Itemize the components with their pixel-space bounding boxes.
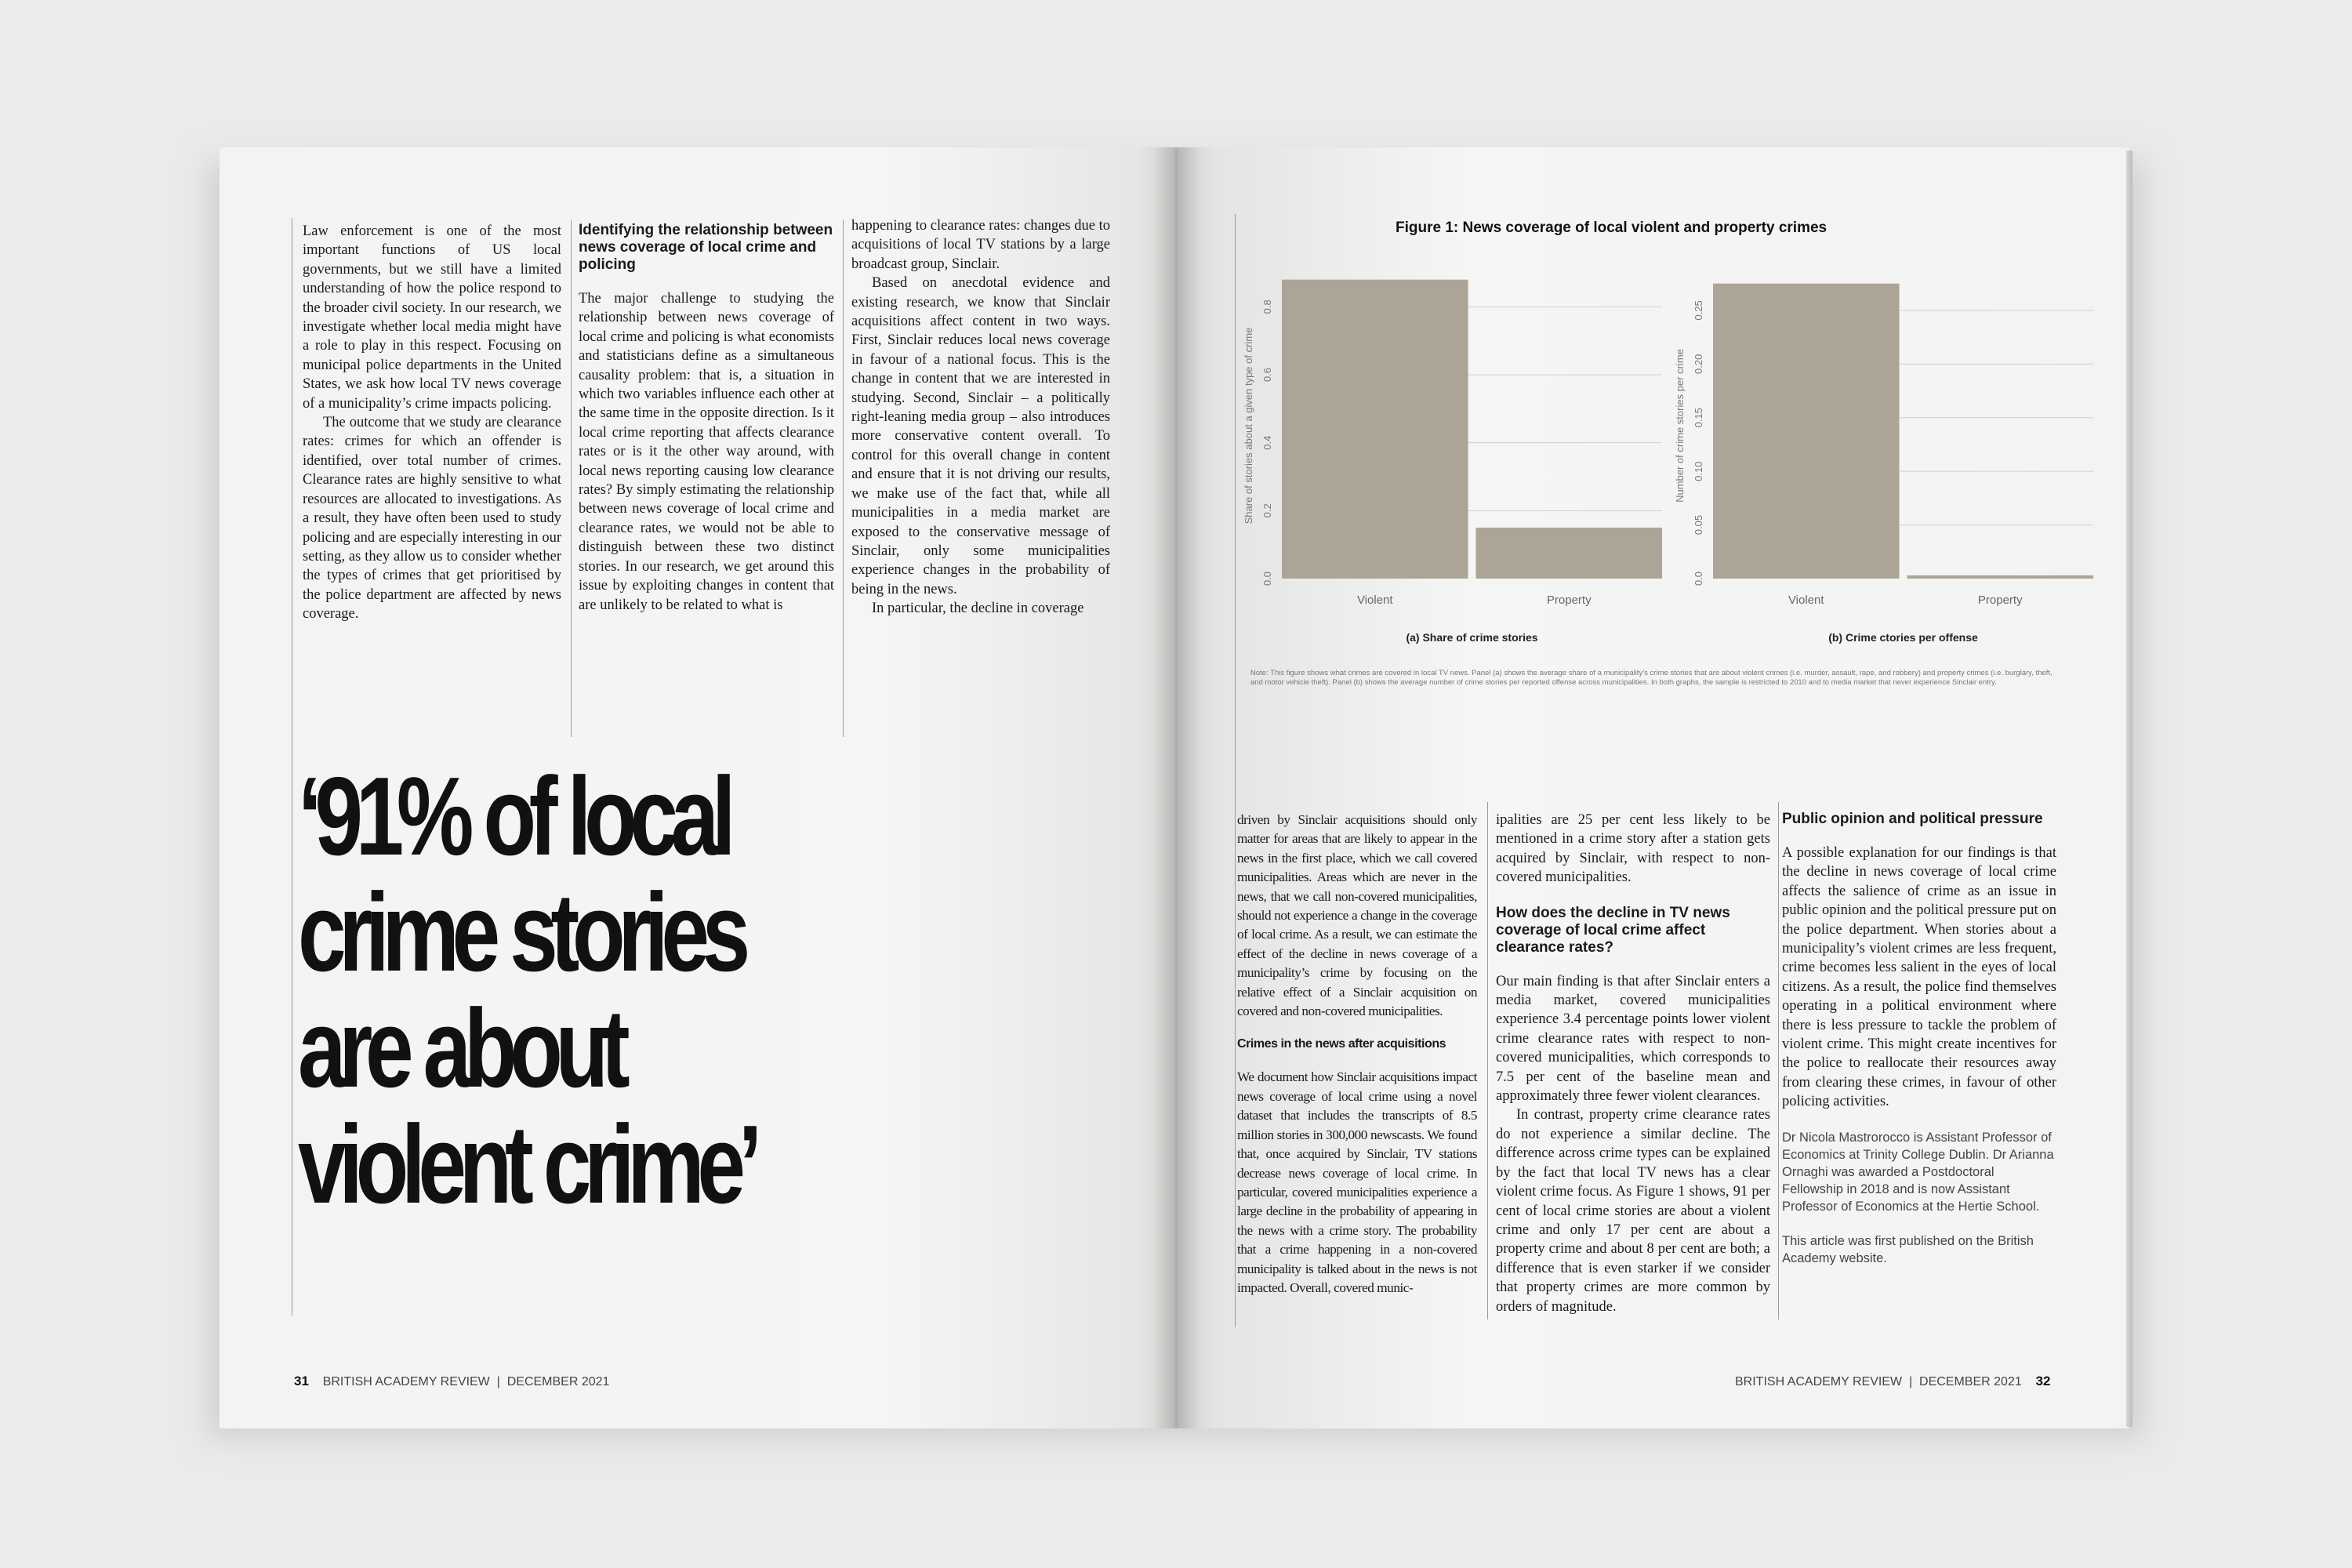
paragraph: The major challenge to studying the relationship between news coverage of local crime and policing is what economists and statisticians define as a simultaneous causality problem: that is, a situation in which two variables influence each other at the same time in the opposite direction. Is it local crime reporting that affects clearance rates or is it the other way around, with local news reporting causing low clearance rates? By simply estimating the relationship between news coverage of local crime and clearance rates, we would not be able to distinguish between these two distinct stories. In our research, we get around this issue by exploiting changes in content that are unlikely to be related to what is [579,291,834,613]
publication-line: BRITISH ACADEMY REVIEW | DECEMBER 2021 [1735,1375,2022,1388]
left-column-2 [579,222,834,615]
column-rule [843,220,844,737]
y-tick-label: 0.2 [1261,503,1273,518]
publication-line: BRITISH ACADEMY REVIEW | DECEMBER 2021 [322,1375,610,1388]
paragraph: Law enforcement is one of the most important functions of US local governments, but we still have a limited understanding of how the police respond to the broader civil society. In our research, we investigate whether local media might have a role to play in this respect. Focusing on municipal police departments in the United States, we ask how local TV news coverage of a municipality’s crime impacts policing. [303,223,561,412]
bar-property [1476,528,1663,579]
author-bio: Dr Nicola Mastrorocco is Assistant Professor of Economics at Trinity College Dublin. Dr Arianna Ornaghi was awarded a Postdoctoral Fellowship in 2018 and is now Assistant Professor of Economics at the Hertie School. [1782,1130,2054,1214]
page-footer [1735,1374,2050,1389]
paragraph: In contrast, property crime clearance rates do not experience a similar decline. The difference across crime types can be explained by the fact that local TV news has a clear violent crime focus. As Figure 1 shows, 91 per cent of local crime stories are about a violent crime and only 17 per cent are about a property crime and about 8 per cent are both; a difference that is even starker if we consider that property crimes are more common by orders of magnitude. [1496,1107,1770,1315]
pull-quote-line: ‘91% of local [298,754,729,879]
paragraph: The outcome that we study are clearance rates: crimes for which an offender is identified, over total number of crimes. Clearance rates are highly sensitive to what resources are allocated to investigations. As a result, they have often been used to study policing and are especially interesting in our setting, as they allow us to consider whether the types of crimes that get prioritised by the police department are affected by news coverage. [303,415,561,622]
y-axis-label: Share of stories about a given type of crime [1243,327,1254,524]
right-column-3 [1782,811,2056,1267]
pull-quote [298,754,885,1227]
y-tick-label: 0.25 [1693,300,1704,321]
paragraph: happening to clearance rates: changes due to acquisitions of local TV stations by a large broadcast group, Sinclair. [851,218,1110,272]
source-note: This article was first published on the British Academy website. [1782,1233,2034,1265]
chart-share-of-crime-stories [1239,249,1678,657]
paragraph: ipalities are 25 per cent less likely to be mentioned in a crime story after a station gets acquired by Sinclair, with respect to non-covered municipalities. [1496,812,1770,886]
section-heading: Public opinion and political pressure [1782,811,2043,827]
y-tick-label: 0.8 [1261,299,1273,314]
right-page [1176,147,2129,1428]
column-rule [1778,802,1779,1319]
paragraph: Our main finding is that after Sinclair enters a media market, covered municipalities experience 3.4 percentage points lower violent crime clearance rates with respect to non-covered municipalities, which corresponds to 7.5 per cent of the baseline mean and approximately three fewer violent clearances. [1496,973,1770,1105]
paragraph: A possible explanation for our findings is that the decline in news coverage of local crime affects the salience of crime as an issue in public opinion and the political pressure put on the police department. When stories about a municipality’s violent crimes are less frequent, crime becomes less salient in the eyes of local citizens. As a result, the police find themselves operating in a political environment where there is less pressure to tackle the problem of violent crime. This might create incentives for the police to reallocate their resources away from clearing these crimes, in favour of other policing activities. [1782,845,2056,1110]
pull-quote-line: crime stories [298,870,743,995]
bar-violent [1282,280,1468,579]
y-tick-label: 0.0 [1693,571,1704,586]
bar-violent [1713,284,1900,579]
chart-crime-stories-per-offense [1670,249,2109,657]
pull-quote-line: violent crime’ [298,1102,756,1227]
column-rule [1487,802,1488,1319]
right-column-2 [1496,811,1770,1316]
pull-quote-line: are about [298,986,623,1111]
column-rule [571,220,572,737]
page-number: 32 [2035,1374,2051,1388]
page-edge [2126,151,2132,1427]
chart-subtitle: (a) Share of crime stories [1406,631,1538,644]
left-page [220,147,1176,1428]
left-column-1 [303,222,561,624]
y-tick-label: 0.4 [1261,435,1273,450]
paragraph: We document how Sinclair acquisitions impact news coverage of local crime using a novel dataset that includes the transcripts of 8.5 million stories in 300,000 newscasts. We found that, once acquired by Sinclair, TV stations decrease news coverage of local crime. In particular, covered municipalities experience a large decline in the probability of appearing in the news with a crime story. The probability that a crime happening in a non-covered municipality is talked about in the news is not impacted. Overall, covered munic- [1237,1069,1477,1295]
y-tick-label: 0.10 [1693,461,1704,481]
y-tick-label: 0.15 [1693,408,1704,428]
paragraph: driven by Sinclair acquisitions should only matter for areas that are likely to appear in the news in the first place, which we call covered municipalities. Areas which are never in the news, that we call non-covered municipalities, should not experience a change in the coverage of local crime. As a result, we can estimate the effect of the decline in news coverage of a municipality’s crime by focusing on the relative effect of a Sinclair acquisition on covered and non-covered municipalities. [1237,812,1477,1019]
paragraph: In particular, the decline in coverage [872,601,1084,617]
y-tick-label: 0.05 [1693,514,1704,535]
section-heading: Identifying the relationship between news coverage of local crime and policing [579,222,833,273]
bar-property [1907,575,2094,579]
left-column-3 [851,216,1110,619]
x-tick-label: Property [1546,593,1592,607]
page-footer [294,1374,609,1389]
y-tick-label: 0.6 [1261,367,1273,383]
chart-subtitle: (b) Crime ctories per offense [1828,631,1978,644]
y-tick-label: 0.0 [1261,571,1273,586]
x-tick-label: Violent [1356,593,1393,607]
x-tick-label: Violent [1788,593,1824,607]
margin-rule [1235,214,1236,1327]
figure-title: Figure 1: News coverage of local violent and property crimes [1396,220,1828,236]
figure-note: Note: This figure shows what crimes are covered in local TV news. Panel (a) shows the average share of a municipality’s crime stories that are about violent crimes (i.e. murder, assault, rape, and robbery) and property crimes (i.e. burglary, theft, and motor vehicle theft). Panel (b) shows the average number of crime stories per reported offense across municipalities. In both graphs, the sample is restricted to 2010 and to media market that never experience Sinclair entry. [1250,669,2053,687]
page-number: 31 [294,1374,309,1388]
y-axis-label: Number of crime stories per crime [1674,349,1686,503]
section-heading: Crimes in the news after acquisitions [1237,1037,1446,1051]
paragraph: Based on anecdotal evidence and existing research, we know that Sinclair acquisitions affect content in two ways. First, Sinclair reduces local news coverage in favour of a national focus. This is the change in content that we are interested in studying. Second, Sinclair – a politically right-leaning media group – also introduces more conservative content overall. To control for this overall change in content and ensure that it is not driving our results, we make use of the fact that, while all municipalities in a media market are exposed to the conservative message of Sinclair, only some municipalities experience changes in the probability of being in the news. [851,275,1110,597]
section-heading: How does the decline in TV news coverage of local crime affect clearance rates? [1496,904,1730,956]
right-column-1 [1237,811,1477,1298]
y-tick-label: 0.20 [1693,354,1704,374]
x-tick-label: Property [1977,593,2023,607]
